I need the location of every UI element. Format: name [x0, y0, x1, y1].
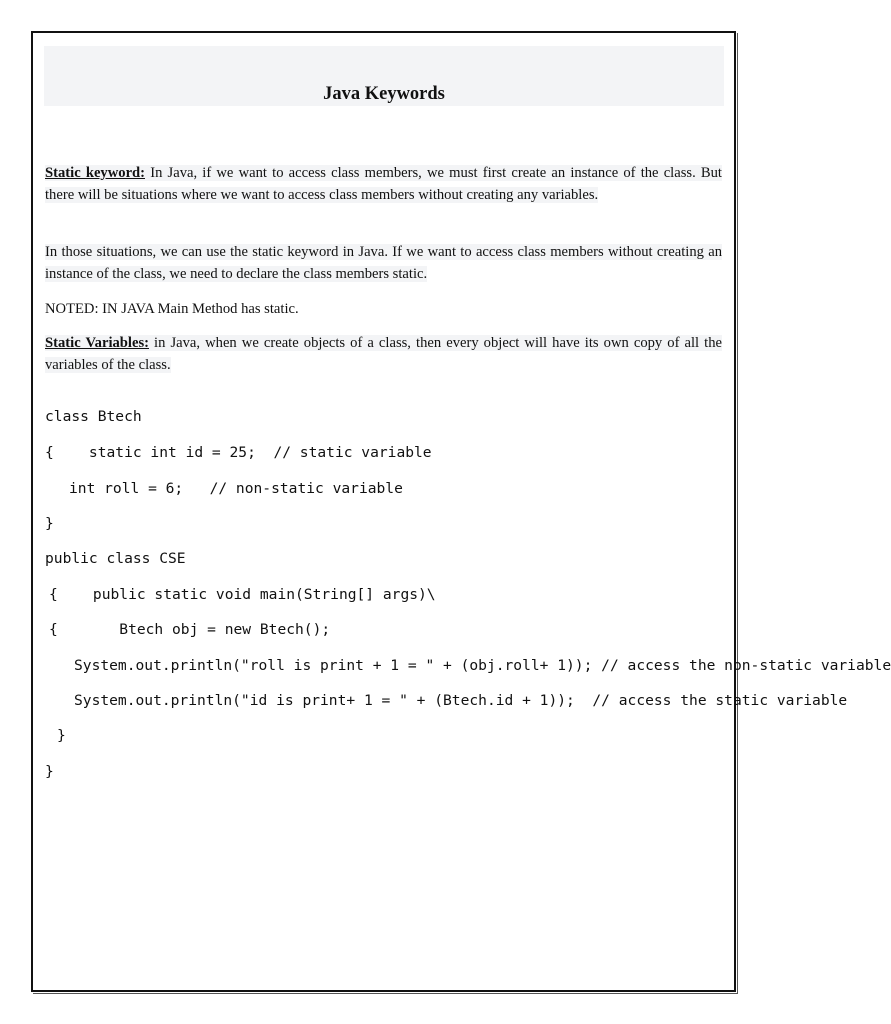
paragraph-static-keyword	[45, 162, 722, 206]
page-title: Java Keywords	[323, 84, 445, 104]
paragraph-lead: Static Variables:	[45, 335, 149, 351]
paragraph-static-variables	[45, 332, 722, 376]
code-line: { static int id = 25; // static variable	[45, 444, 432, 461]
code-line: }	[45, 515, 54, 532]
code-line: public class CSE	[45, 550, 186, 567]
code-line: class Btech	[45, 408, 142, 425]
code-line: { public static void main(String[] args)\	[49, 586, 436, 603]
paragraph-text: In those situations, we can use the static keyword in Java. If we want to access class members without creating an instance of the class, we need to declare the class members static.	[45, 244, 722, 282]
code-line: }	[57, 727, 66, 744]
paragraph-note	[45, 298, 722, 320]
paragraph-text: NOTED: IN JAVA Main Method has static.	[45, 301, 299, 317]
code-line: int roll = 6; // non-static variable	[69, 480, 403, 497]
code-line: System.out.println("roll is print + 1 = " + (obj.roll+ 1)); // access the non-static variable	[74, 657, 891, 674]
code-line: System.out.println("id is print+ 1 = " + (Btech.id + 1)); // access the static variable	[74, 692, 848, 709]
code-line: }	[45, 763, 54, 780]
paragraph-lead: Static keyword:	[45, 165, 146, 181]
code-line: { Btech obj = new Btech();	[49, 621, 331, 638]
paragraph-text: in Java, when we create objects of a class, then every object will have its own copy of all the variables of the class.	[45, 335, 722, 373]
paragraph-text: In Java, if we want to access class members, we must first create an instance of the class. But there will be situations where we want to access class members without creating any variables.	[45, 165, 722, 203]
paragraph-static-usage	[45, 241, 722, 285]
